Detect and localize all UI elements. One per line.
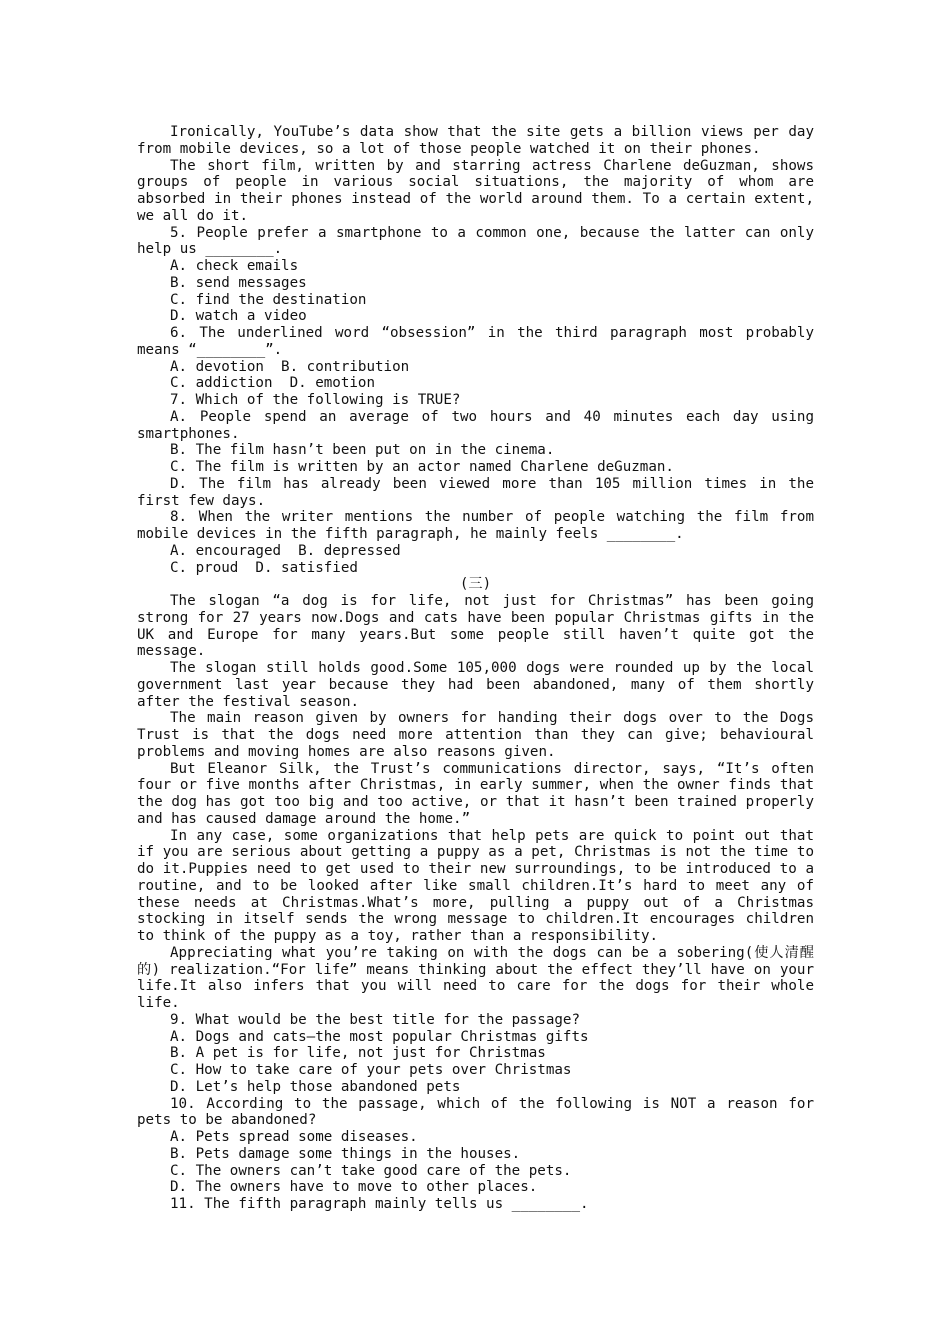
answer-option: A. devotion B. contribution bbox=[170, 358, 410, 375]
answer-option: D. watch a video bbox=[170, 308, 307, 325]
answer-option: C. How to take care of your pets over Christmas bbox=[170, 1062, 572, 1078]
question-6 bbox=[137, 325, 814, 392]
passage-paragraph: But Eleanor Silk, the Trust’s communications director, says, “It’s often four or five months after Christmas, in early summer, when the owner finds that the dog has got too big and too active, or that it hasn’t been trained properly and has caused damage around the home.” bbox=[137, 760, 814, 827]
answer-option: C. The film is written by an actor named Charlene deGuzman. bbox=[170, 459, 674, 475]
answer-option: D. The owners have to move to other places. bbox=[170, 1179, 538, 1196]
question-stem: 7. Which of the following is TRUE? bbox=[170, 392, 461, 408]
passage-paragraph: Appreciating what you’re taking on with the dogs can be a sobering(使人清醒的) realization.“For life” means thinking about the effect they’ll have on your life.It also infers that you will need to care for the dogs for their whole life. bbox=[137, 944, 814, 1011]
passage-paragraph: In any case, some organizations that help pets are quick to point out that if you are serious about getting a puppy as a pet, Christmas is not the time to do it.Puppies need to get used to their new surroundings, to be introduced to a routine, and to be looked after like small children.It’s hard to meet any of these needs at Christmas.What’s more, pulling a puppy out of a Christmas stocking in itself sends the wrong message to children.It encourages children to think of the puppy as a toy, rather than a responsibility. bbox=[137, 827, 814, 944]
answer-option: D. The film has already been viewed more than 105 million times in the first few days. bbox=[137, 475, 814, 509]
answer-option: A. People spend an average of two hours and 40 minutes each day using smartphones. bbox=[137, 408, 814, 442]
answer-option: A. encouraged B. depressed bbox=[170, 542, 401, 559]
answer-option: C. proud D. satisfied bbox=[170, 559, 358, 576]
section-heading: (三) bbox=[459, 576, 492, 593]
answer-option: A. check emails bbox=[170, 258, 299, 274]
answer-option: B. send messages bbox=[170, 274, 307, 291]
question-8 bbox=[137, 509, 814, 576]
question-stem: 5. People prefer a smartphone to a common one, because the latter can only help us ________. bbox=[137, 224, 814, 258]
answer-option: C. addiction D. emotion bbox=[170, 375, 375, 392]
passage-paragraph: The main reason given by owners for handing their dogs over to the Dogs Trust is that the dogs need more attention than they can give; behavioural problems and moving homes are also reasons given. bbox=[137, 710, 814, 760]
question-stem: 9. What would be the best title for the passage? bbox=[170, 1011, 580, 1028]
question-5 bbox=[137, 225, 814, 326]
question-11 bbox=[137, 1196, 814, 1213]
document-page bbox=[137, 124, 814, 1213]
passage-paragraph: The slogan still holds good.Some 105,000 dogs were rounded up by the local government last year because they had been abandoned, many of them shortly after the festival season. bbox=[137, 660, 814, 710]
answer-option: B. Pets damage some things in the houses. bbox=[170, 1145, 521, 1162]
question-stem: 8. When the writer mentions the number of people watching the film from mobile devices in the fifth paragraph, he mainly feels ________. bbox=[137, 509, 814, 542]
answer-option: D. Let’s help those abandoned pets bbox=[170, 1078, 461, 1095]
answer-option: C. find the destination bbox=[170, 291, 367, 308]
question-stem: 11. The fifth paragraph mainly tells us ________. bbox=[170, 1196, 589, 1212]
question-10 bbox=[137, 1096, 814, 1197]
answer-option: A. Pets spread some diseases. bbox=[170, 1129, 418, 1145]
question-stem: 10. According to the passage, which of the following is NOT a reason for pets to be abandoned? bbox=[137, 1095, 814, 1129]
passage-paragraph: Ironically, YouTube’s data show that the site gets a billion views per day from mobile devices, so a lot of those people watched it on their phones. bbox=[137, 124, 814, 157]
answer-option: A. Dogs and cats—the most popular Christmas gifts bbox=[170, 1028, 589, 1045]
answer-option: B. A pet is for life, not just for Christmas bbox=[170, 1045, 546, 1062]
passage-paragraph: The slogan “a dog is for life, not just for Christmas” has been going strong for 27 years now.Dogs and cats have been popular Christmas gifts in the UK and Europe for many years.But some people still haven’t quite got the message. bbox=[137, 593, 814, 660]
answer-option: B. The film hasn’t been put on in the cinema. bbox=[170, 442, 555, 459]
question-7 bbox=[137, 392, 814, 509]
answer-option: C. The owners can’t take good care of the pets. bbox=[170, 1162, 572, 1179]
passage-paragraph: The short film, written by and starring actress Charlene deGuzman, shows groups of people in various social situations, the majority of whom are absorbed in their phones instead of the world around them. To a certain extent, we all do it. bbox=[137, 157, 814, 224]
question-9 bbox=[137, 1012, 814, 1096]
question-stem: 6. The underlined word “obsession” in the third paragraph most probably means “________”. bbox=[137, 325, 814, 358]
